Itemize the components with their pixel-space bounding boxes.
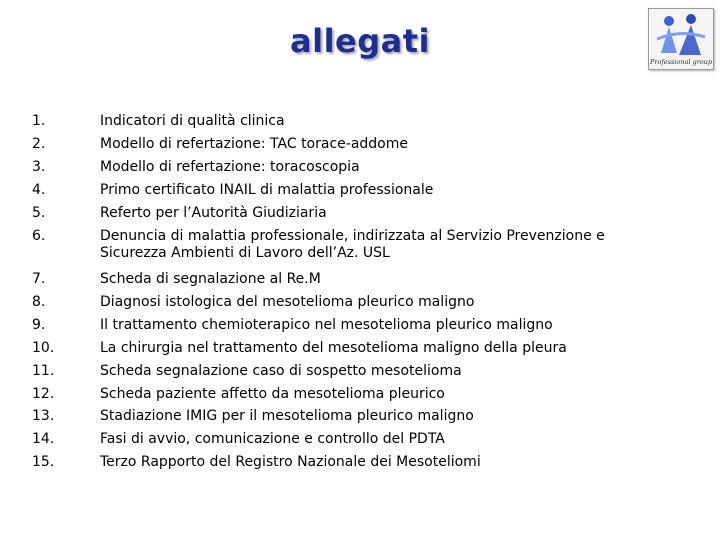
group-logo-icon [649,9,713,69]
list-item-text: Scheda di segnalazione al Re.M [100,271,321,287]
list-item-number: 2. [32,136,46,152]
list-item-number: 11. [32,363,55,379]
list-item-number: 12. [32,386,55,402]
list-item-text: Il trattamento chemioterapico nel mesotelioma pleurico maligno [100,317,553,333]
list-item-text: Primo certificato INAIL di malattia professionale [100,182,434,198]
list-item-number: 6. [32,228,46,244]
list-item-number: 14. [32,431,55,447]
list-item-text: Denuncia di malattia professionale, indirizzata al Servizio Prevenzione e Sicurezza Ambienti di Lavoro dell’Az. USL [100,228,605,261]
list-item-text: Fasi di avvio, comunicazione e controllo del PDTA [100,431,445,447]
list-item-text: Scheda segnalazione caso di sospetto mesotelioma [100,363,462,379]
list-item-number: 5. [32,205,46,221]
list-item-text: Modello di refertazione: TAC torace-addome [100,136,408,152]
list-item-text: Stadiazione IMIG per il mesotelioma pleurico maligno [100,408,474,424]
list-item-text: Diagnosi istologica del mesotelioma pleurico maligno [100,294,475,310]
list-item-text: Modello di refertazione: toracoscopia [100,159,360,175]
list-item-number: 7. [32,271,46,287]
list-item-number: 15. [32,454,55,470]
list-item-text: Scheda paziente affetto da mesotelioma pleurico [100,386,445,402]
list-item-text: Referto per l’Autorità Giudiziaria [100,205,327,221]
list-item-text: Indicatori di qualità clinica [100,113,285,129]
list-item-number: 9. [32,317,46,333]
group-logo [648,8,714,70]
list-item-number: 13. [32,408,55,424]
list-item-number: 10. [32,340,55,356]
list-item-number: 8. [32,294,46,310]
list-item-text: La chirurgia nel trattamento del mesotelioma maligno della pleura [100,340,567,356]
list-item-number: 1. [32,113,46,129]
list-item-number: 4. [32,182,46,198]
list-item-number: 3. [32,159,46,175]
logo-caption: Professional group [649,58,713,66]
list-item-text: Terzo Rapporto del Registro Nazionale dei Mesoteliomi [100,454,481,470]
slide-title: allegati [290,22,430,60]
